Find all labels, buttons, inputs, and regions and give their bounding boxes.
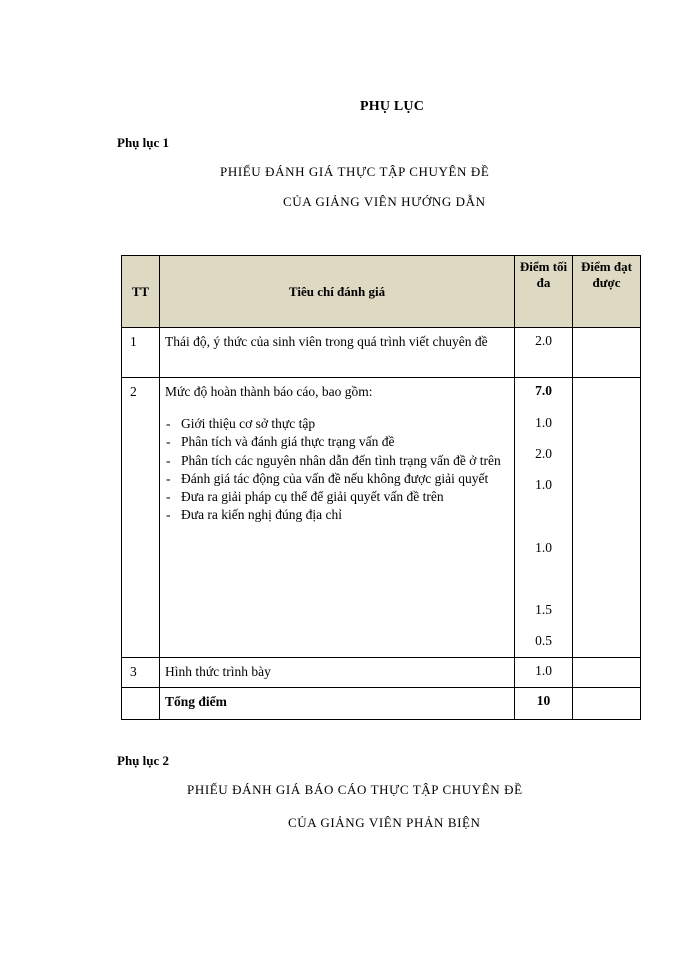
list-item: - Đưa ra kiến nghị đúng địa chỉ [165, 506, 508, 524]
table-row [122, 328, 641, 378]
row-criteria: Hình thức trình bày [160, 658, 515, 688]
row-criteria: Mức độ hoàn thành báo cáo, bao gồm: [165, 384, 373, 399]
appendix-1-heading-line1: PHIẾU ĐÁNH GIÁ THỰC TẬP CHUYÊN ĐỀ [220, 164, 490, 179]
page-title: PHỤ LỤC [360, 99, 425, 114]
table-total-row [122, 688, 641, 720]
table-header-row [122, 256, 641, 328]
row-number: 2 [122, 378, 160, 658]
total-label: Tổng điểm [160, 688, 515, 720]
appendix-2-heading-line2: CỦA GIẢNG VIÊN PHẢN BIỆN [288, 815, 481, 830]
appendix-1-label: Phụ lục 1 [117, 135, 170, 150]
header-max-score: Điểm tối đa [515, 256, 573, 328]
row-earned-score [573, 378, 641, 658]
row-max-score: 1.0 [515, 658, 573, 688]
row-max-score-block [515, 378, 573, 658]
list-item: - Đưa ra giải pháp cụ thể để giải quyết vấn đề trên [165, 488, 508, 506]
row-criteria-block [160, 378, 515, 658]
list-item: - Phân tích và đánh giá thực trạng vấn đề [165, 433, 508, 451]
row-max-score: 2.0 [515, 328, 573, 378]
total-value: 10 [515, 688, 573, 720]
appendix-1-heading-line2: CỦA GIẢNG VIÊN HƯỚNG DẪN [283, 194, 486, 209]
total-empty-cell [122, 688, 160, 720]
total-earned-score [573, 688, 641, 720]
row-criteria: Thái độ, ý thức của sinh viên trong quá trình viết chuyên đề [160, 328, 515, 378]
sub-score: 1.0 [535, 540, 552, 555]
list-item: - Đánh giá tác động của vấn đề nếu không được giải quyết [165, 470, 508, 488]
appendix-2-label: Phụ lục 2 [117, 753, 170, 768]
list-item: - Giới thiệu cơ sở thực tập [165, 415, 508, 433]
sub-score: 2.0 [535, 446, 552, 461]
sub-score: 1.0 [535, 477, 552, 492]
row-number: 1 [122, 328, 160, 378]
header-tt: TT [122, 256, 160, 328]
row-earned-score [573, 328, 641, 378]
sub-score: 0.5 [535, 633, 552, 648]
header-criteria: Tiêu chí đánh giá [160, 256, 515, 328]
list-item: - Phân tích các nguyên nhân dẫn đến tình trạng vấn đề ở trên [165, 452, 508, 470]
sub-score: 1.5 [535, 602, 552, 617]
evaluation-table [121, 255, 641, 720]
appendix-2-heading-line1: PHIẾU ĐÁNH GIÁ BÁO CÁO THỰC TẬP CHUYÊN ĐỀ [187, 782, 523, 797]
row-number: 3 [122, 658, 160, 688]
row-max-score: 7.0 [535, 383, 552, 398]
header-earned-score: Điểm đạt được [573, 256, 641, 328]
sub-criteria-list [165, 415, 508, 524]
table-row [122, 378, 641, 658]
row-earned-score [573, 658, 641, 688]
table-row [122, 658, 641, 688]
sub-score: 1.0 [535, 415, 552, 430]
